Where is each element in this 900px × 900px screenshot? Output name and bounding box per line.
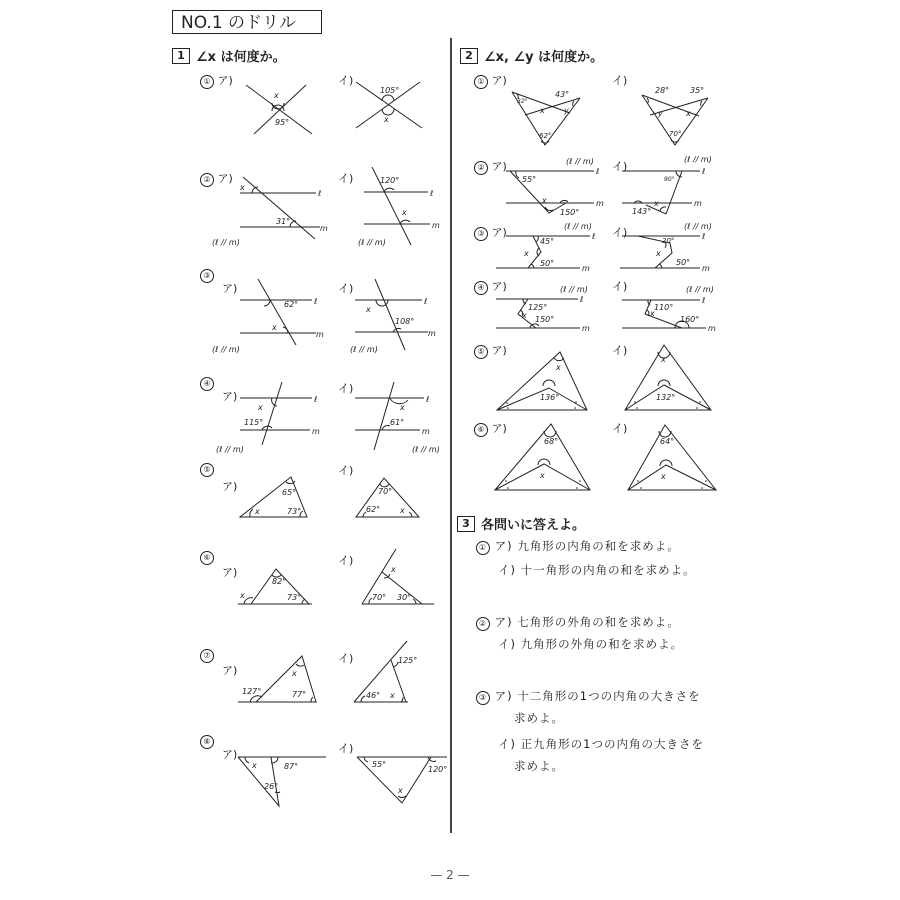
svg-text:50°: 50° [676, 258, 691, 267]
s1-p2-label: ② ア) [200, 170, 233, 187]
svg-text:ℓ: ℓ [702, 232, 706, 241]
section-2-number: 2 [460, 48, 478, 64]
svg-text:(ℓ // m): (ℓ // m) [564, 222, 592, 231]
svg-text:62°: 62° [539, 132, 552, 140]
svg-text:ℓ: ℓ [314, 395, 318, 404]
svg-text:90°: 90° [664, 176, 675, 183]
svg-text:127°: 127° [242, 687, 262, 696]
svg-text:x: x [390, 691, 395, 700]
svg-text:x: x [540, 471, 545, 480]
svg-text:95°: 95° [275, 118, 290, 127]
svg-text:87°: 87° [284, 762, 299, 771]
svg-text:132°: 132° [656, 393, 676, 402]
svg-text:x: x [398, 786, 403, 795]
svg-text:x: x [686, 109, 691, 118]
svg-text:65°: 65° [282, 488, 297, 497]
s1-p1-label: ① ア) [200, 72, 233, 89]
s3-q3b: イ) 正九角形の1つの内角の大きさを [498, 737, 704, 751]
s2-p3b-label: イ) [612, 226, 628, 239]
svg-text:(ℓ // m): (ℓ // m) [560, 285, 588, 294]
svg-text:115°: 115° [244, 418, 264, 427]
svg-text:m: m [596, 199, 604, 208]
s1-p4a-label: ア) [222, 390, 238, 403]
s3-q3a-cont: 求めよ。 [514, 711, 564, 725]
svg-text:62°: 62° [366, 505, 381, 514]
svg-text:(ℓ // m): (ℓ // m) [684, 222, 712, 231]
svg-text:50°: 50° [540, 259, 555, 268]
svg-text:x: x [650, 309, 655, 318]
s3-q3a: ③ ア) 十二角形の1つの内角の大きさを [476, 688, 701, 705]
svg-text:125°: 125° [528, 303, 548, 312]
svg-text:m: m [694, 199, 702, 208]
s1-p7a-label: ア) [222, 664, 238, 677]
svg-text:x: x [661, 355, 666, 364]
svg-text:160°: 160° [680, 315, 700, 324]
svg-text:x: x [522, 311, 527, 320]
svg-text:x: x [540, 106, 545, 115]
svg-text:70°: 70° [378, 487, 393, 496]
s1-p5a-label: ア) [222, 480, 238, 493]
svg-text:x: x [240, 591, 245, 600]
s1-p8b-label: イ) [338, 742, 354, 755]
s1-p5-num: ⑤ [200, 462, 214, 477]
svg-text:ℓ: ℓ [318, 189, 322, 198]
svg-text:x: x [542, 196, 547, 205]
s2-p4b-label: イ) [612, 280, 628, 293]
svg-text:(ℓ // m): (ℓ // m) [212, 238, 240, 247]
s2-p2b-label: イ) [612, 160, 628, 173]
svg-text:(ℓ // m): (ℓ // m) [412, 445, 440, 454]
svg-text:x: x [240, 183, 245, 192]
section-3-title: 各問いに答えよ。 [481, 518, 586, 533]
s3-q1a: ① ア) 九角形の内角の和を求めよ。 [476, 538, 680, 555]
svg-text:125°: 125° [398, 656, 418, 665]
svg-text:x: x [252, 761, 257, 770]
svg-text:m: m [312, 427, 320, 436]
svg-text:28°: 28° [655, 86, 670, 95]
svg-text:61°: 61° [390, 418, 405, 427]
svg-text:x: x [272, 323, 277, 332]
s1-p8a-label: ア) [222, 748, 238, 761]
s3-q2b: イ) 九角形の外角の和を求めよ。 [498, 637, 684, 651]
svg-text:x: x [400, 506, 405, 515]
svg-text:ℓ: ℓ [430, 189, 434, 198]
s1-p7-num: ⑦ [200, 648, 214, 663]
s1-p3a-label: ア) [222, 282, 238, 295]
s1-p6b-label: イ) [338, 554, 354, 567]
worksheet-title: NO.1 のドリル [172, 10, 322, 34]
s2-p6-label: ⑥ ア) [474, 420, 507, 437]
svg-text:m: m [320, 224, 328, 233]
s2-p6b-label: イ) [612, 422, 628, 435]
svg-text:x: x [274, 91, 279, 100]
svg-text:108°: 108° [395, 317, 415, 326]
svg-text:x: x [656, 249, 661, 258]
svg-text:m: m [316, 330, 324, 339]
section-2-title: ∠x, ∠y は何度か。 [484, 50, 604, 65]
svg-text:46°: 46° [366, 691, 381, 700]
s2-p2-label: ② ア) [474, 158, 507, 175]
s2-p3-label: ③ ア) [474, 224, 507, 241]
svg-text:43°: 43° [555, 90, 570, 99]
svg-text:x: x [400, 403, 405, 412]
s3-q2a: ② ア) 七角形の外角の和を求めよ。 [476, 614, 680, 631]
s1-p6a-label: ア) [222, 566, 238, 579]
svg-text:x: x [402, 208, 407, 217]
svg-text:(ℓ // m): (ℓ // m) [684, 155, 712, 164]
svg-text:(ℓ // m): (ℓ // m) [566, 157, 594, 166]
svg-text:55°: 55° [372, 760, 387, 769]
svg-text:x: x [654, 199, 659, 208]
svg-text:m: m [422, 427, 430, 436]
svg-text:143°: 143° [632, 207, 652, 216]
section-1-title: ∠x は何度か。 [196, 50, 286, 65]
svg-text:120°: 120° [380, 176, 400, 185]
svg-text:ℓ: ℓ [596, 167, 600, 176]
svg-text:73°: 73° [287, 593, 302, 602]
svg-text:(ℓ // m): (ℓ // m) [686, 285, 714, 294]
page-number: — 2 — [430, 868, 470, 882]
s2-p5-label: ⑤ ア) [474, 342, 507, 359]
s2-p1-label: ① ア) [474, 72, 507, 89]
svg-text:73°: 73° [287, 507, 302, 516]
svg-text:m: m [582, 324, 590, 333]
svg-text:m: m [432, 221, 440, 230]
s1-p5b-label: イ) [338, 464, 354, 477]
svg-text:y: y [564, 106, 569, 115]
svg-text:70°: 70° [372, 593, 387, 602]
svg-text:64°: 64° [660, 437, 675, 446]
svg-text:150°: 150° [560, 208, 580, 217]
svg-text:m: m [582, 264, 590, 273]
s1-p7b-label: イ) [338, 652, 354, 665]
svg-text:y: y [658, 109, 663, 118]
s1-p2b-label: イ) [338, 172, 354, 185]
svg-text:m: m [428, 329, 436, 338]
svg-text:ℓ: ℓ [592, 232, 596, 241]
svg-text:55°: 55° [522, 175, 537, 184]
svg-text:(ℓ // m): (ℓ // m) [350, 345, 378, 354]
svg-text:82°: 82° [272, 577, 287, 586]
svg-text:x: x [384, 115, 389, 124]
svg-text:150°: 150° [535, 315, 555, 324]
s2-p1b-label: イ) [612, 74, 628, 87]
svg-text:20°: 20° [662, 237, 675, 245]
svg-text:x: x [556, 363, 561, 372]
svg-text:31°: 31° [276, 217, 291, 226]
svg-text:68°: 68° [544, 437, 559, 446]
svg-text:45°: 45° [540, 237, 555, 246]
s1-p1b-label: イ) [338, 74, 354, 87]
svg-text:105°: 105° [380, 86, 400, 95]
svg-text:ℓ: ℓ [314, 297, 318, 306]
svg-text:ℓ: ℓ [702, 296, 706, 305]
s3-q1b: イ) 十一角形の内角の和を求めよ。 [498, 563, 696, 577]
section-3-heading [457, 514, 585, 533]
svg-text:ℓ: ℓ [424, 297, 428, 306]
svg-text:x: x [391, 565, 396, 574]
s1-p6-num: ⑥ [200, 550, 214, 565]
svg-text:77°: 77° [292, 690, 307, 699]
svg-text:62°: 62° [284, 300, 299, 309]
svg-text:120°: 120° [428, 765, 448, 774]
s3-q3b-cont: 求めよ。 [514, 759, 564, 773]
svg-text:26°: 26° [264, 782, 279, 791]
svg-text:(ℓ // m): (ℓ // m) [358, 238, 386, 247]
section-3-number: 3 [457, 516, 475, 532]
svg-text:30°: 30° [397, 593, 412, 602]
s1-p8-num: ⑧ [200, 734, 214, 749]
svg-text:(ℓ // m): (ℓ // m) [212, 345, 240, 354]
svg-text:x: x [366, 305, 371, 314]
s1-p3-num: ③ [200, 268, 214, 283]
svg-text:(ℓ // m): (ℓ // m) [216, 445, 244, 454]
s1-p3b-label: イ) [338, 282, 354, 295]
s1-p4b-label: イ) [338, 382, 354, 395]
svg-text:m: m [708, 324, 716, 333]
svg-text:110°: 110° [654, 303, 674, 312]
svg-text:x: x [292, 669, 297, 678]
svg-text:35°: 35° [690, 86, 705, 95]
svg-text:x: x [255, 507, 260, 516]
svg-text:x: x [661, 472, 666, 481]
section-1-number: 1 [172, 48, 190, 64]
svg-text:70°: 70° [669, 130, 682, 138]
svg-text:ℓ: ℓ [702, 167, 706, 176]
svg-text:136°: 136° [540, 393, 560, 402]
svg-text:ℓ: ℓ [580, 295, 584, 304]
svg-text:32°: 32° [517, 98, 528, 105]
s2-p5b-label: イ) [612, 344, 628, 357]
svg-text:x: x [258, 403, 263, 412]
svg-text:x: x [524, 249, 529, 258]
s1-p4-num: ④ [200, 376, 214, 391]
svg-text:ℓ: ℓ [426, 395, 430, 404]
s2-p4-label: ④ ア) [474, 278, 507, 295]
svg-text:m: m [702, 264, 710, 273]
